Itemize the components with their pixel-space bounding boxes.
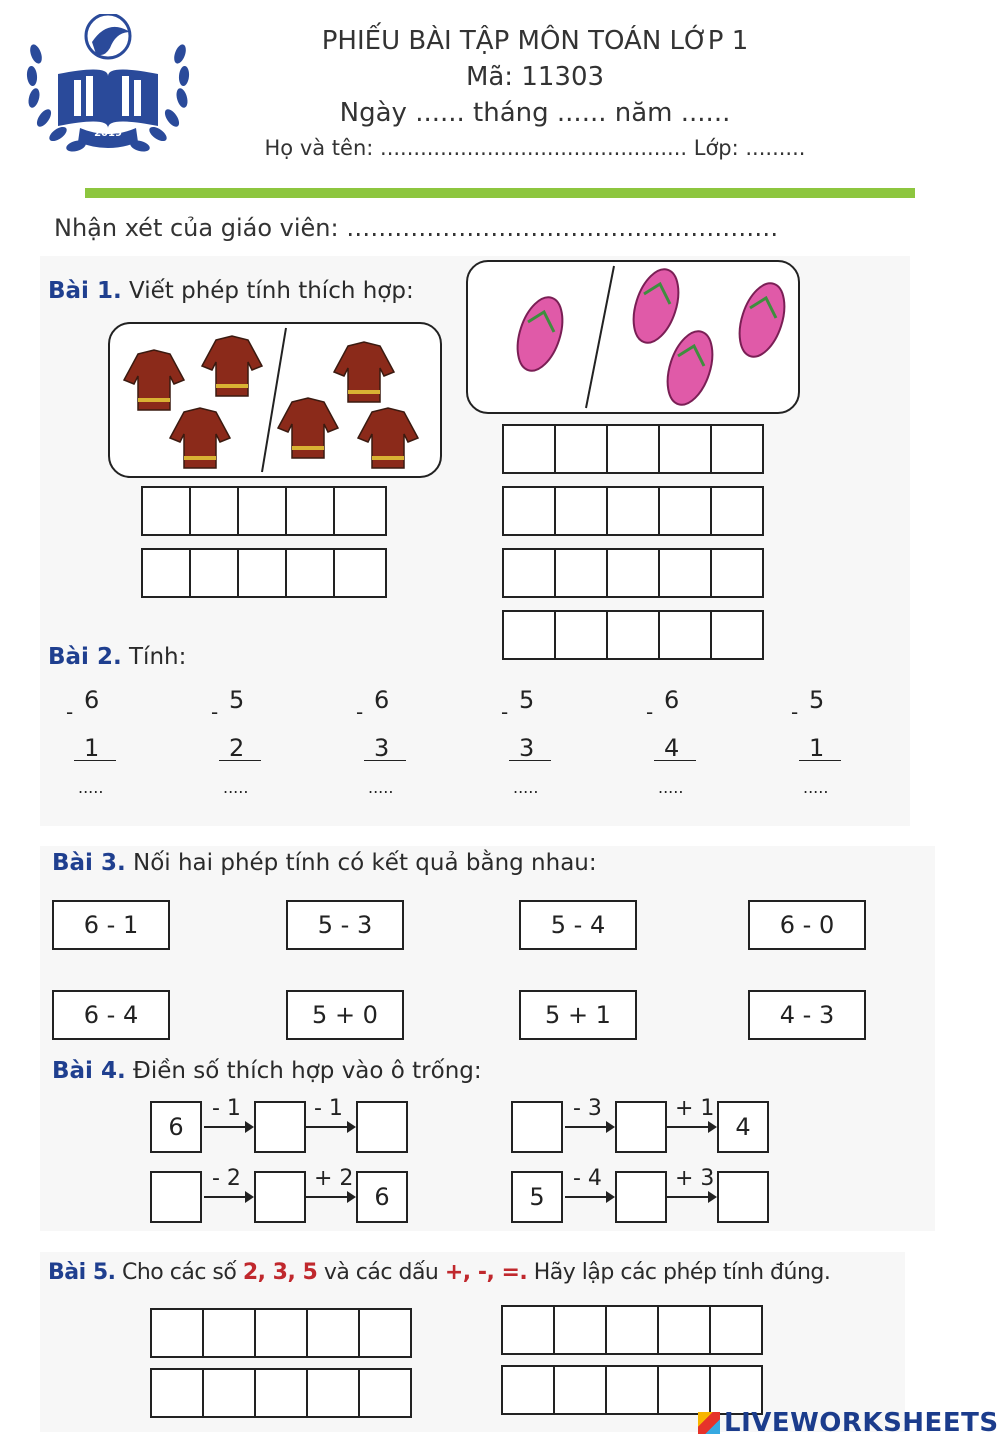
answer-cell[interactable]: [285, 486, 335, 536]
answer-cell[interactable]: [502, 424, 556, 474]
arrow-icon: [565, 1196, 613, 1198]
number-box[interactable]: 4: [717, 1101, 769, 1153]
answer-cell[interactable]: [502, 486, 556, 536]
minuend: 6: [664, 686, 680, 714]
operation-label: - 2: [212, 1166, 241, 1191]
answer-cell[interactable]: [141, 548, 191, 598]
answer-cell[interactable]: [553, 1365, 607, 1415]
subtrahend: 2: [229, 734, 245, 762]
bai5-heading: [48, 1260, 830, 1285]
answer-cell[interactable]: [237, 486, 287, 536]
answer-cell[interactable]: [605, 1365, 659, 1415]
answer-cell[interactable]: [333, 548, 387, 598]
shirt-icon: [124, 336, 418, 468]
operation-label: + 1: [675, 1096, 715, 1121]
expr-box[interactable]: 5 - 3: [286, 900, 404, 950]
bai5-text-b: và các dấu: [323, 1260, 439, 1285]
bai5-answer-row-3[interactable]: [501, 1305, 763, 1355]
minus-sign: -: [211, 700, 219, 724]
answer-cell[interactable]: [254, 1308, 308, 1358]
arrow-icon: [306, 1196, 354, 1198]
bai1-instruction: Viết phép tính thích hợp:: [129, 278, 414, 304]
answer-cell[interactable]: [202, 1368, 256, 1418]
operation-label: - 4: [573, 1166, 602, 1191]
number-box[interactable]: [254, 1171, 306, 1223]
sandals-answer-row-3[interactable]: [502, 548, 764, 598]
number-box[interactable]: 6: [150, 1101, 202, 1153]
subtrahend: 1: [84, 734, 100, 762]
expr-box[interactable]: 4 - 3: [748, 990, 866, 1040]
bai5-answer-row-1[interactable]: [150, 1308, 412, 1358]
minuend: 5: [519, 686, 535, 714]
operation-label: - 1: [212, 1096, 241, 1121]
answer-cell[interactable]: [150, 1308, 204, 1358]
bai5-label: Bài 5.: [48, 1260, 116, 1285]
sandals-answer-row-2[interactable]: [502, 486, 764, 536]
bai1-label: Bài 1.: [48, 278, 122, 304]
expr-box[interactable]: 6 - 1: [52, 900, 170, 950]
answer-blank[interactable]: .....: [78, 778, 104, 797]
shirts-picture-box: [108, 322, 442, 478]
operation-label: - 1: [314, 1096, 343, 1121]
answer-cell[interactable]: [306, 1368, 360, 1418]
answer-cell[interactable]: [502, 548, 556, 598]
result-line: [654, 760, 696, 761]
answer-cell[interactable]: [554, 548, 608, 598]
operation-label: + 3: [675, 1166, 715, 1191]
answer-cell[interactable]: [657, 1305, 711, 1355]
answer-cell[interactable]: [606, 548, 660, 598]
answer-blank[interactable]: .....: [513, 778, 539, 797]
answer-cell[interactable]: [710, 486, 764, 536]
result-line: [799, 760, 841, 761]
minus-sign: -: [501, 700, 509, 724]
answer-cell[interactable]: [710, 424, 764, 474]
answer-cell[interactable]: [709, 1305, 763, 1355]
bai5-numbers: 2, 3, 5: [242, 1260, 318, 1285]
subtrahend: 4: [664, 734, 680, 762]
answer-cell[interactable]: [306, 1308, 360, 1358]
result-line: [219, 760, 261, 761]
subtraction-problem: [211, 686, 271, 816]
bai4-instruction: Điền số thích hợp vào ô trống:: [133, 1058, 482, 1084]
minuend: 6: [84, 686, 100, 714]
result-line: [74, 760, 116, 761]
number-box[interactable]: [254, 1101, 306, 1153]
operation-label: - 3: [573, 1096, 602, 1121]
answer-cell[interactable]: [333, 486, 387, 536]
sandals-picture-box: [466, 260, 800, 414]
arrow-icon: [667, 1126, 715, 1128]
expr-box[interactable]: 5 - 4: [519, 900, 637, 950]
answer-cell[interactable]: [501, 1305, 555, 1355]
liveworksheets-logo-icon: [698, 1412, 720, 1434]
answer-cell[interactable]: [553, 1305, 607, 1355]
minus-sign: -: [646, 700, 654, 724]
answer-blank[interactable]: .....: [368, 778, 394, 797]
logo-year: 2019: [94, 128, 122, 139]
minus-sign: -: [356, 700, 364, 724]
subtraction-problem: [791, 686, 851, 816]
date-line: Ngày ...... tháng ...... năm ......: [339, 98, 731, 128]
answer-cell[interactable]: [358, 1368, 412, 1418]
shirts-illustration: [110, 324, 440, 476]
header-divider: [85, 188, 915, 198]
number-box[interactable]: [356, 1101, 408, 1153]
answer-cell[interactable]: [501, 1365, 555, 1415]
name-class-line[interactable]: Họ và tên: .............................................. Lớp: .........: [264, 136, 806, 160]
answer-cell[interactable]: [285, 548, 335, 598]
answer-cell[interactable]: [606, 486, 660, 536]
number-box[interactable]: [511, 1101, 563, 1153]
answer-cell[interactable]: [606, 424, 660, 474]
sandals-answer-row-4[interactable]: [502, 610, 764, 660]
answer-blank[interactable]: .....: [223, 778, 249, 797]
watermark-text: LIVEWORKSHEETS: [724, 1408, 999, 1438]
minus-sign: -: [66, 700, 74, 724]
operation-label: + 2: [314, 1166, 354, 1191]
number-box[interactable]: 6: [356, 1171, 408, 1223]
answer-cell[interactable]: [141, 486, 191, 536]
answer-cell[interactable]: [606, 610, 660, 660]
expr-box[interactable]: 5 + 1: [519, 990, 637, 1040]
subtraction-problem: [356, 686, 416, 816]
number-box[interactable]: [150, 1171, 202, 1223]
number-box[interactable]: 5: [511, 1171, 563, 1223]
answer-cell[interactable]: [710, 548, 764, 598]
bai5-text-a: Cho các số: [121, 1260, 237, 1285]
answer-blank[interactable]: .....: [803, 778, 829, 797]
expr-box[interactable]: 6 - 0: [748, 900, 866, 950]
answer-cell[interactable]: [358, 1308, 412, 1358]
bai2-instruction: Tính:: [129, 644, 187, 670]
answer-cell[interactable]: [502, 610, 556, 660]
subtrahend: 3: [374, 734, 390, 762]
minus-sign: -: [791, 700, 799, 724]
bai1-heading: [48, 278, 414, 304]
answer-cell[interactable]: [605, 1305, 659, 1355]
subtrahend: 1: [809, 734, 825, 762]
subtraction-problem: [646, 686, 706, 816]
arrow-icon: [204, 1126, 252, 1128]
number-box[interactable]: [717, 1171, 769, 1223]
answer-cell[interactable]: [554, 424, 608, 474]
bai4-label: Bài 4.: [52, 1058, 126, 1084]
answer-cell[interactable]: [237, 548, 287, 598]
teacher-comment-line[interactable]: Nhận xét của giáo viên: ………………………………………………: [54, 214, 779, 242]
arrow-icon: [204, 1196, 252, 1198]
arrow-icon: [667, 1196, 715, 1198]
sandal-icon: [509, 264, 793, 411]
bai5-signs: +, -, =.: [444, 1260, 528, 1285]
subtraction-problem: [66, 686, 126, 816]
shirts-answer-row-2[interactable]: [141, 548, 387, 598]
bai3-instruction: Nối hai phép tính có kết quả bằng nhau:: [133, 850, 597, 876]
bai3-label: Bài 3.: [52, 850, 126, 876]
answer-cell[interactable]: [189, 486, 239, 536]
answer-blank[interactable]: .....: [658, 778, 684, 797]
answer-cell[interactable]: [202, 1308, 256, 1358]
answer-cell[interactable]: [658, 610, 712, 660]
subtraction-problem: [501, 686, 561, 816]
worksheet-title: PHIẾU BÀI TẬP MÔN TOÁN LỚP 1: [321, 26, 749, 56]
bai5-answer-row-2[interactable]: [150, 1368, 412, 1418]
bai3-heading: [52, 850, 597, 876]
answer-cell[interactable]: [658, 424, 712, 474]
number-box[interactable]: [615, 1101, 667, 1153]
bai4-heading: [52, 1058, 482, 1084]
bai2-label: Bài 2.: [48, 644, 122, 670]
bai2-heading: [48, 644, 186, 670]
subtrahend: 3: [519, 734, 535, 762]
answer-cell[interactable]: [658, 486, 712, 536]
bai5-text-c: Hãy lập các phép tính đúng.: [533, 1260, 831, 1285]
sandals-answer-row-1[interactable]: [502, 424, 764, 474]
answer-cell[interactable]: [554, 486, 608, 536]
answer-cell[interactable]: [710, 610, 764, 660]
minuend: 6: [374, 686, 390, 714]
answer-cell[interactable]: [150, 1368, 204, 1418]
answer-cell[interactable]: [254, 1368, 308, 1418]
shirts-answer-row-1[interactable]: [141, 486, 387, 536]
sandals-illustration: [468, 262, 798, 412]
answer-cell[interactable]: [189, 548, 239, 598]
answer-cell[interactable]: [554, 610, 608, 660]
minuend: 5: [229, 686, 245, 714]
arrow-icon: [306, 1126, 354, 1128]
expr-box[interactable]: 5 + 0: [286, 990, 404, 1040]
answer-cell[interactable]: [658, 548, 712, 598]
minuend: 5: [809, 686, 825, 714]
worksheet-code: Mã: 11303: [465, 62, 605, 92]
number-box[interactable]: [615, 1171, 667, 1223]
arrow-icon: [565, 1126, 613, 1128]
liveworksheets-watermark: [698, 1408, 999, 1438]
result-line: [509, 760, 551, 761]
expr-box[interactable]: 6 - 4: [52, 990, 170, 1040]
result-line: [364, 760, 406, 761]
